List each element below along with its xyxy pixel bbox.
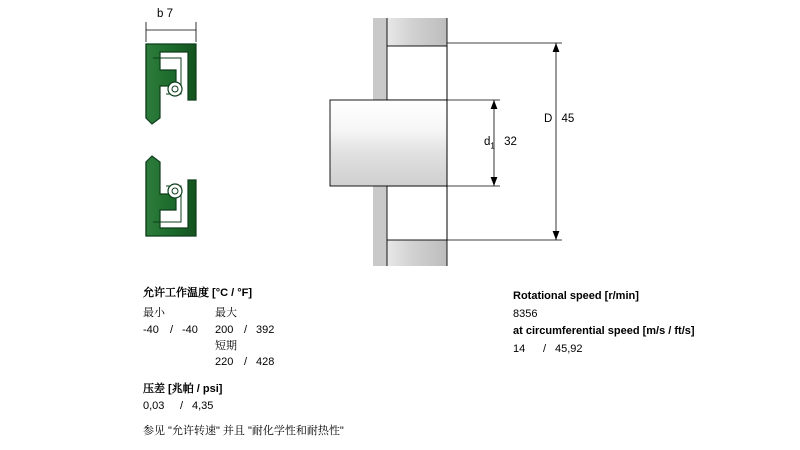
temperature-max-fahrenheit: 392	[256, 324, 275, 336]
reference-note: 参见 "允许转速" 并且 "耐化学性和耐热性"	[143, 425, 344, 437]
housing-bore-upper	[387, 46, 447, 100]
shaft-diameter-subscript: 1	[490, 141, 495, 151]
seal-cross-section	[146, 22, 196, 236]
temperature-short-celsius: 220	[215, 356, 234, 368]
garter-spring-upper-inner	[172, 86, 178, 92]
seal-width-label	[157, 8, 173, 20]
circumferential-speed-title: at circumferential speed [m/s / ft/s]	[513, 325, 695, 337]
outer-diameter-symbol: D	[544, 113, 553, 125]
pressure-value-mpa: 0,03	[143, 400, 165, 412]
pressure-title: 压差 [兆帕 / psi]	[143, 383, 223, 395]
temperature-short-term-header: 短期	[215, 340, 237, 352]
outer-diameter-value: 45	[561, 113, 575, 125]
seal-width-symbol: b	[157, 8, 164, 20]
temperature-min-header: 最小	[143, 307, 165, 319]
rotational-speed-value: 8356	[513, 308, 538, 320]
shaft-diameter-label	[484, 136, 517, 150]
temperature-short-separator: /	[244, 356, 248, 368]
width-dimension	[146, 22, 196, 42]
temperature-min-celsius: -40	[143, 324, 159, 336]
garter-spring-lower-inner	[172, 188, 178, 194]
temperature-min-fahrenheit: -40	[182, 324, 198, 336]
temperature-min-separator: /	[170, 324, 174, 336]
shaft-diameter-value: 32	[504, 136, 517, 148]
seal-width-value: 7	[166, 8, 174, 20]
shaft-diameter-symbol: d	[484, 136, 491, 148]
circumferential-speed-separator: /	[543, 343, 547, 355]
shaft-body	[330, 100, 447, 186]
temperature-max-header: 最大	[215, 307, 237, 319]
temperature-short-fahrenheit: 428	[256, 356, 275, 368]
temperature-title: 允许工作温度 [°C / °F]	[143, 287, 253, 299]
temperature-max-celsius: 200	[215, 324, 234, 336]
pressure-value-psi: 4,35	[192, 400, 214, 412]
circumferential-speed-value-ms: 14	[513, 343, 526, 355]
housing-bore-lower	[387, 186, 447, 240]
circumferential-speed-value-fts: 45,92	[555, 343, 583, 355]
pressure-separator: /	[180, 400, 184, 412]
temperature-max-separator: /	[244, 324, 248, 336]
outer-diameter-label	[544, 113, 574, 125]
housing-shaft-assembly	[330, 18, 562, 266]
rotational-speed-title: Rotational speed [r/min]	[513, 290, 639, 302]
